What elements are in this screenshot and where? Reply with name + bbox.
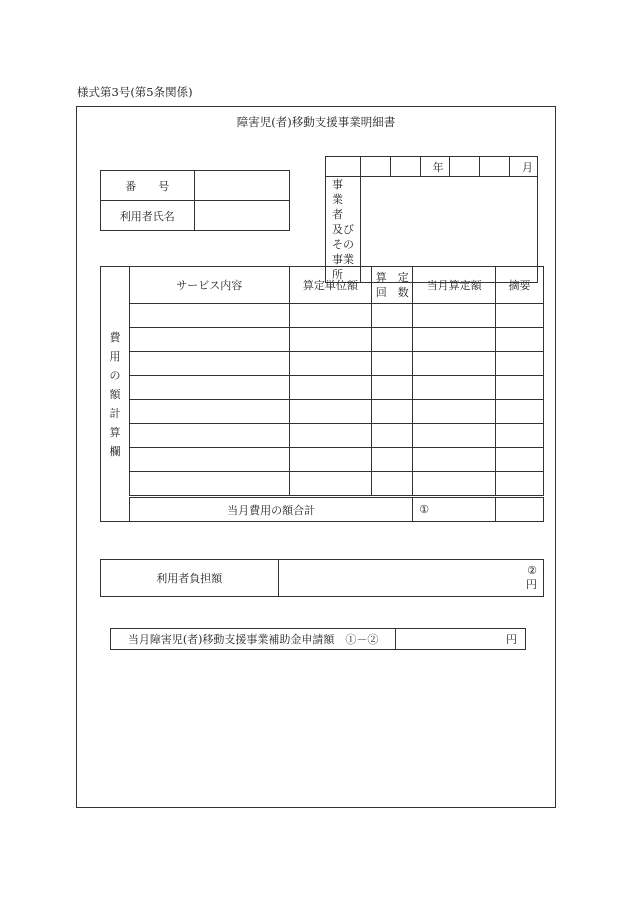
- side-char-6: 算: [109, 425, 121, 439]
- user-burden-table: [100, 559, 544, 597]
- cell-unit-price[interactable]: [289, 448, 372, 472]
- cell-amount[interactable]: [413, 448, 496, 472]
- year-digit-3[interactable]: [390, 157, 420, 177]
- total-label: 当月費用の額合計: [129, 497, 412, 522]
- header-count: [372, 267, 413, 304]
- business-table: [325, 156, 538, 283]
- number-label: 番 号: [101, 171, 195, 201]
- header-service: サービス内容: [129, 267, 289, 304]
- request-amount-table: [110, 628, 526, 650]
- cell-service[interactable]: [129, 304, 289, 328]
- cell-service[interactable]: [129, 448, 289, 472]
- cell-service[interactable]: [129, 400, 289, 424]
- cell-amount[interactable]: [413, 472, 496, 497]
- table-row: [101, 400, 544, 424]
- side-char-7: 欄: [109, 444, 121, 458]
- table-row: [101, 304, 544, 328]
- user-name-field[interactable]: [194, 201, 289, 231]
- user-burden-label: 利用者負担額: [101, 560, 279, 597]
- user-name-label: 利用者氏名: [101, 201, 195, 231]
- request-amount-field[interactable]: 円: [396, 629, 526, 650]
- cost-calculation-table: [100, 266, 544, 522]
- cell-remarks[interactable]: [496, 328, 544, 352]
- cell-count[interactable]: [372, 448, 413, 472]
- cell-count[interactable]: [372, 352, 413, 376]
- number-field[interactable]: [194, 171, 289, 201]
- cell-amount[interactable]: [413, 328, 496, 352]
- table-row: [101, 472, 544, 497]
- cell-unit-price[interactable]: [289, 352, 372, 376]
- document-title: 障害児(者)移動支援事業明細書: [236, 115, 396, 129]
- cell-remarks[interactable]: [496, 376, 544, 400]
- total-remarks[interactable]: [496, 497, 544, 522]
- header-monthly-amount: 当月算定額: [413, 267, 496, 304]
- cell-amount[interactable]: [413, 352, 496, 376]
- header-remarks: 摘要: [496, 267, 544, 304]
- cell-unit-price[interactable]: [289, 400, 372, 424]
- cell-count[interactable]: [372, 376, 413, 400]
- cell-remarks[interactable]: [496, 304, 544, 328]
- cell-remarks[interactable]: [496, 472, 544, 497]
- cell-service[interactable]: [129, 328, 289, 352]
- cell-amount[interactable]: [413, 376, 496, 400]
- total-row: [101, 497, 544, 522]
- cell-service[interactable]: [129, 376, 289, 400]
- total-amount-field[interactable]: ①: [413, 497, 496, 522]
- side-char-4: 額: [109, 387, 121, 401]
- cell-amount[interactable]: [413, 304, 496, 328]
- cell-service[interactable]: [129, 352, 289, 376]
- table-row: [101, 448, 544, 472]
- cell-remarks[interactable]: [496, 448, 544, 472]
- provider-label-line-2: 及びその: [332, 223, 354, 251]
- header-unit-price: 算定単位額: [289, 267, 372, 304]
- cell-count[interactable]: [372, 400, 413, 424]
- table-row: [101, 424, 544, 448]
- form-number-label: 様式第3号(第5条関係): [77, 85, 193, 99]
- user-burden-field[interactable]: [278, 560, 543, 597]
- cell-count[interactable]: [372, 424, 413, 448]
- cell-remarks[interactable]: [496, 424, 544, 448]
- table-row: [101, 352, 544, 376]
- cell-remarks[interactable]: [496, 352, 544, 376]
- side-char-1: 費: [109, 330, 121, 344]
- header-count-line-1: 算 定: [375, 271, 409, 284]
- side-char-5: 計: [109, 406, 121, 420]
- cell-remarks[interactable]: [496, 400, 544, 424]
- user-burden-unit: 円: [526, 578, 537, 591]
- cell-unit-price[interactable]: [289, 472, 372, 497]
- provider-label-line-1: 事 業 者: [332, 178, 354, 221]
- side-char-2: 用: [109, 349, 121, 363]
- cell-amount[interactable]: [413, 400, 496, 424]
- year-digit-1[interactable]: [326, 157, 361, 177]
- month-digit-2[interactable]: [480, 157, 510, 177]
- table-row: [101, 328, 544, 352]
- year-label: 年: [420, 157, 450, 177]
- cell-count[interactable]: [372, 304, 413, 328]
- request-label: 当月障害児(者)移動支援事業補助金申請額 ①－②: [111, 629, 396, 650]
- user-id-table: [100, 170, 290, 231]
- provider-label-line-3: 事業所: [332, 253, 354, 281]
- month-label: 月: [510, 157, 538, 177]
- cell-count[interactable]: [372, 328, 413, 352]
- cell-unit-price[interactable]: [289, 328, 372, 352]
- cell-unit-price[interactable]: [289, 424, 372, 448]
- cost-side-label: [101, 267, 130, 522]
- side-char-3: の: [109, 368, 121, 382]
- user-burden-marker: ②: [527, 564, 537, 577]
- cell-unit-price[interactable]: [289, 304, 372, 328]
- cell-service[interactable]: [129, 424, 289, 448]
- cell-amount[interactable]: [413, 424, 496, 448]
- cell-unit-price[interactable]: [289, 376, 372, 400]
- month-digit-1[interactable]: [450, 157, 480, 177]
- year-digit-2[interactable]: [360, 157, 390, 177]
- cell-count[interactable]: [372, 472, 413, 497]
- header-count-line-2: 回 数: [375, 286, 409, 299]
- table-row: [101, 376, 544, 400]
- cell-service[interactable]: [129, 472, 289, 497]
